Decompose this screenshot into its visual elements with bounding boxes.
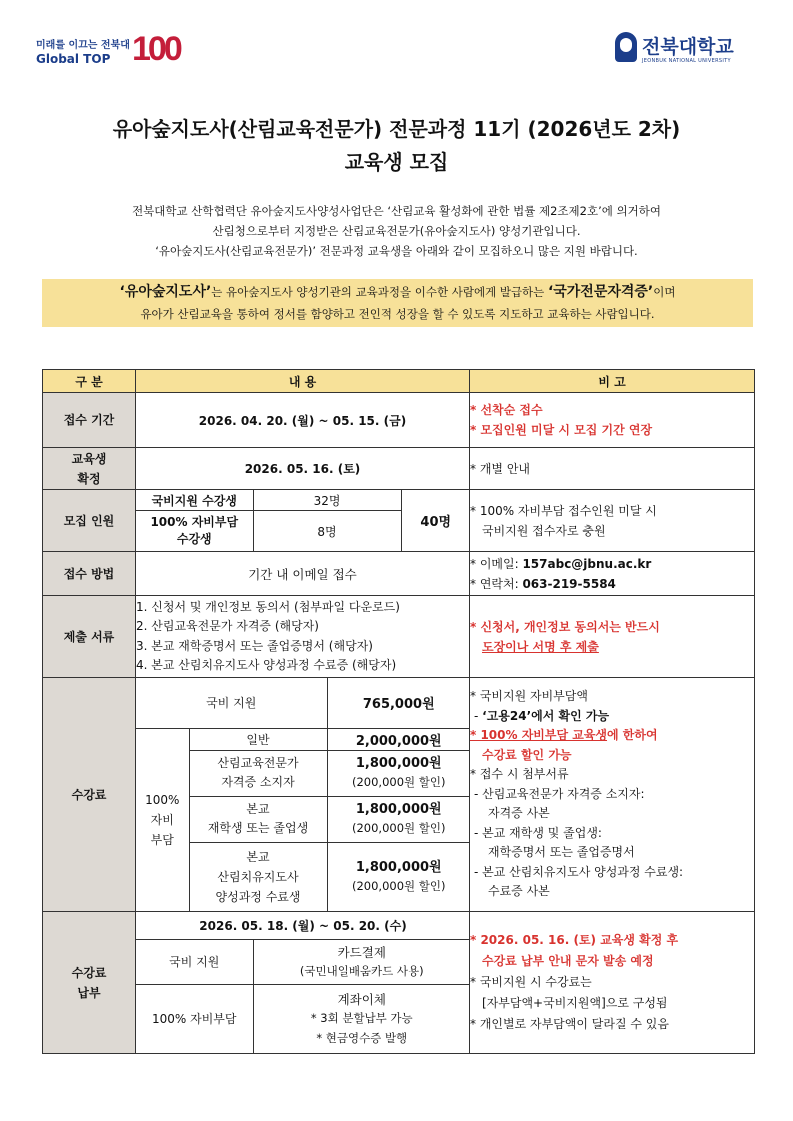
banner-mid: 는 유아숲지도사 양성기관의 교육과정을 이수한 사람에게 발급하는 bbox=[211, 285, 548, 299]
fee-cert-label bbox=[189, 750, 327, 796]
payment-content bbox=[136, 912, 470, 1054]
fee-note-2-prefix: - bbox=[474, 708, 483, 723]
payment-gov-label: 국비 지원 bbox=[136, 939, 253, 984]
university-logo bbox=[615, 30, 765, 72]
fee-healing-label-line2: 산림치유지도사 bbox=[217, 869, 299, 884]
phone-label: * 연락처: bbox=[470, 576, 523, 591]
payment-subtable bbox=[136, 912, 470, 1053]
banner-line2: 유아가 산림교육을 통하여 정서를 함양하고 전인적 성장을 할 수 있도록 지도하고 교육하는 사람입니다. bbox=[140, 307, 655, 321]
logo-slogan: 미래를 이끄는 전북대 bbox=[36, 40, 130, 51]
method-notes bbox=[470, 552, 755, 596]
recruit-self-label-line2: 수강생 bbox=[176, 532, 212, 546]
confirm-value: 2026. 05. 16. (토) bbox=[136, 448, 470, 490]
fee-cert-label-line1: 산림교육전문가 bbox=[217, 756, 299, 770]
documents-note-1: * 신청서, 개인정보 동의서는 반드시 bbox=[470, 619, 660, 634]
fee-student-value bbox=[327, 796, 470, 842]
confirm-label-line2: 확정 bbox=[77, 471, 101, 486]
recruit-self-value: 8명 bbox=[253, 511, 401, 551]
fee-student-label bbox=[189, 796, 327, 842]
recruit-content bbox=[136, 490, 470, 552]
fee-note-4: 수강료 할인 가능 bbox=[482, 747, 572, 762]
confirm-note: * 개별 안내 bbox=[470, 448, 755, 490]
method-label: 접수 방법 bbox=[43, 552, 136, 596]
definition-banner bbox=[42, 279, 753, 327]
fee-gov-label: 국비 지원 bbox=[136, 678, 327, 728]
fee-self-label-line2: 자비 bbox=[150, 812, 174, 827]
payment-self-method-line2: * 3회 분할납부 가능 bbox=[310, 1011, 413, 1025]
fee-general-label: 일반 bbox=[189, 728, 327, 750]
documents-label: 제출 서류 bbox=[43, 596, 136, 678]
document-item-2: 2. 산림교육전문가 자격증 (해당자) bbox=[136, 619, 319, 633]
banner-cert: ‘국가전문자격증’ bbox=[547, 284, 654, 300]
recruit-gov-value: 32명 bbox=[253, 490, 401, 511]
payment-note-3: * 국비지원 시 수강료는 bbox=[470, 975, 592, 989]
recruit-label: 모집 인원 bbox=[43, 490, 136, 552]
document-item-3: 3. 본교 재학증명서 또는 졸업증명서 (해당자) bbox=[136, 638, 373, 653]
fee-cert-discount: (200,000원 할인) bbox=[351, 775, 446, 789]
payment-note-2: 수강료 납부 안내 문자 발송 예정 bbox=[482, 954, 654, 968]
payment-notes bbox=[470, 912, 755, 1054]
fee-general-value: 2,000,000원 bbox=[327, 728, 470, 750]
table-row-payment bbox=[43, 912, 755, 1054]
payment-note-4: [자부담액+국비지원액]으로 구성됨 bbox=[482, 996, 668, 1010]
fee-note-3-underlined: * 100% 자비부담 교육생 bbox=[470, 728, 608, 743]
payment-gov-method-line2: (국민내일배움카드 사용) bbox=[299, 963, 424, 978]
logo-global-top: Global TOP bbox=[36, 52, 111, 66]
fee-note-7: 자격증 사본 bbox=[488, 806, 550, 821]
page-title-line1: 유아숲지도사(산림교육전문가) 전문과정 11기 (2026년도 2차) bbox=[112, 117, 681, 141]
intro-line2: 산림청으로부터 지정받은 산림교육전문가(유아숲지도사) 양성기관입니다. bbox=[212, 224, 581, 238]
fee-note-10: - 본교 산림치유지도사 양성과정 수료생: bbox=[474, 864, 684, 879]
payment-note-5: * 개인별로 자부담액이 달라질 수 있음 bbox=[470, 1017, 669, 1031]
fee-content bbox=[136, 678, 470, 912]
fee-self-label bbox=[136, 728, 189, 911]
contact-phone: 063-219-5584 bbox=[522, 576, 616, 591]
intro-line1: 전북대학교 산학협력단 유아숲지도사양성사업단은 ‘산림교육 활성화에 관한 법률 제2조제2호’에 의거하여 bbox=[132, 204, 661, 218]
fee-note-9: 재학증명서 또는 졸업증명서 bbox=[488, 845, 635, 860]
fee-self-label-line3: 부담 bbox=[150, 832, 174, 847]
fee-healing-value bbox=[327, 842, 470, 911]
payment-label-line2: 납부 bbox=[77, 985, 101, 1000]
page-title-line2: 교육생 모집 bbox=[344, 150, 449, 174]
fee-healing-label-line1: 본교 bbox=[246, 849, 270, 864]
payment-label bbox=[43, 912, 136, 1054]
fee-healing-amount: 1,800,000원 bbox=[355, 859, 442, 875]
table-row-fee bbox=[43, 678, 755, 912]
table-row-confirm bbox=[43, 448, 755, 490]
header-content: 내 용 bbox=[136, 370, 470, 393]
confirm-label-line1: 교육생 bbox=[71, 451, 107, 466]
fee-note-8: - 본교 재학생 및 졸업생: bbox=[474, 825, 602, 840]
university-name: 전북대학교 bbox=[642, 36, 734, 58]
table-row-documents bbox=[43, 596, 755, 678]
table-header bbox=[43, 370, 755, 393]
fee-healing-label-line3: 양성과정 수료생 bbox=[215, 889, 301, 904]
fee-gov-value: 765,000원 bbox=[327, 678, 470, 728]
fee-note-3: 에 한하여 bbox=[607, 728, 658, 743]
period-value: 2026. 04. 20. (월) ~ 05. 15. (금) bbox=[136, 393, 470, 448]
payment-self-method-line3: * 현금영수증 발행 bbox=[316, 1030, 408, 1045]
period-label: 접수 기간 bbox=[43, 393, 136, 448]
recruitment-table bbox=[42, 369, 755, 1054]
fee-cert-amount: 1,800,000원 bbox=[355, 756, 442, 771]
fee-student-discount: (200,000원 할인) bbox=[351, 821, 446, 835]
payment-self-label: 100% 자비부담 bbox=[136, 984, 253, 1053]
table-row-recruit bbox=[43, 490, 755, 552]
documents-notes bbox=[470, 596, 755, 678]
recruit-total: 40명 bbox=[401, 490, 470, 551]
intro-line3: ‘유아숲지도사(산림교육전문가)’ 전문과정 교육생을 아래와 같이 모집하오니 많은 지원 바랍니다. bbox=[155, 244, 638, 258]
fee-student-amount: 1,800,000원 bbox=[355, 802, 442, 817]
documents-note-2: 도장이나 서명 후 제출 bbox=[482, 639, 599, 654]
documents-list bbox=[136, 596, 470, 678]
document-item-4: 4. 본교 산림치유지도사 양성과정 수료증 (해당자) bbox=[136, 658, 397, 672]
fee-cert-value bbox=[327, 750, 470, 796]
payment-gov-method-line1: 카드결제 bbox=[337, 944, 386, 960]
email-label: * 이메일: bbox=[470, 556, 523, 571]
fee-label: 수강료 bbox=[43, 678, 136, 912]
fee-note-2: ‘고용24’에서 확인 가능 bbox=[482, 708, 610, 723]
payment-note-1: * 2026. 05. 16. (토) 교육생 확정 후 bbox=[470, 933, 679, 947]
university-english-name: JEONBUK NATIONAL UNIVERSITY bbox=[642, 58, 731, 64]
payment-label-line1: 수강료 bbox=[71, 965, 107, 980]
recruit-notes bbox=[470, 490, 755, 552]
method-value: 기간 내 이메일 접수 bbox=[136, 552, 470, 596]
recruit-gov-label: 국비지원 수강생 bbox=[136, 490, 253, 511]
global-top-100-logo bbox=[32, 28, 202, 74]
payment-gov-method bbox=[253, 939, 470, 984]
table-row-period bbox=[43, 393, 755, 448]
recruit-subtable bbox=[136, 490, 470, 551]
fee-self-label-line1: 100% bbox=[145, 792, 180, 807]
university-emblem-icon bbox=[615, 32, 637, 62]
fee-note-1: * 국비지원 자비부담액 bbox=[470, 689, 588, 704]
period-notes bbox=[470, 393, 755, 448]
period-note-1: * 선착순 접수 bbox=[470, 403, 543, 417]
banner-term: ‘유아숲지도사’ bbox=[119, 284, 212, 300]
fee-note-11: 수료증 사본 bbox=[488, 884, 550, 899]
fee-student-label-line2: 재학생 또는 졸업생 bbox=[207, 821, 309, 835]
confirm-label bbox=[43, 448, 136, 490]
recruit-note-2: 국비지원 접수자로 충원 bbox=[482, 523, 606, 538]
period-note-2: * 모집인원 미달 시 모집 기간 연장 bbox=[470, 423, 653, 437]
fee-healing-label bbox=[189, 842, 327, 911]
document-item-1: 1. 신청서 및 개인정보 동의서 (첨부파일 다운로드) bbox=[136, 599, 400, 614]
payment-self-method-line1: 계좌이체 bbox=[337, 991, 386, 1007]
intro-text bbox=[0, 201, 793, 261]
fee-note-6: - 산림교육전문가 자격증 소지자: bbox=[474, 786, 645, 801]
recruit-self-label-line1: 100% 자비부담 bbox=[150, 515, 239, 529]
fee-notes bbox=[470, 678, 755, 912]
header-category: 구 분 bbox=[43, 370, 136, 393]
fee-note-5: * 접수 시 첨부서류 bbox=[470, 767, 569, 782]
payment-period: 2026. 05. 18. (월) ~ 05. 20. (수) bbox=[136, 912, 470, 939]
payment-self-method bbox=[253, 984, 470, 1053]
fee-cert-label-line2: 자격증 소지자 bbox=[221, 775, 295, 789]
header-remarks: 비 고 bbox=[470, 370, 755, 393]
logo-100: 100 bbox=[132, 30, 180, 68]
fee-healing-discount: (200,000원 할인) bbox=[351, 878, 446, 893]
fee-student-label-line1: 본교 bbox=[246, 802, 270, 816]
fee-subtable bbox=[136, 678, 470, 911]
recruit-note-1: * 100% 자비부담 접수인원 미달 시 bbox=[470, 503, 657, 518]
contact-email: 157abc@jbnu.ac.kr bbox=[522, 556, 652, 571]
recruit-self-label bbox=[136, 511, 253, 551]
banner-end: 이며 bbox=[653, 285, 676, 299]
table-row-method bbox=[43, 552, 755, 596]
